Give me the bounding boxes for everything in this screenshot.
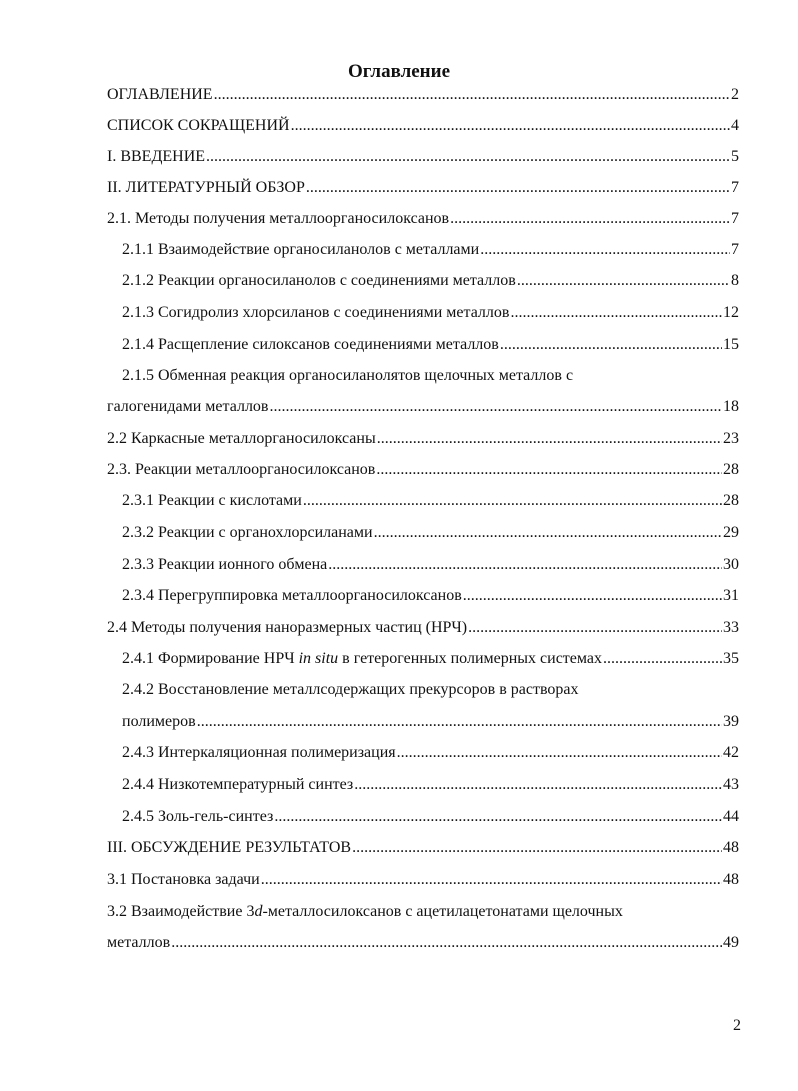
toc-entry-page: 28	[723, 492, 739, 509]
toc-entry[interactable]	[107, 177, 739, 199]
dot-leader	[306, 177, 730, 199]
dot-leader	[468, 617, 722, 639]
toc-entry-page: 29	[723, 524, 739, 541]
toc-entry-page: 30	[723, 556, 739, 573]
toc-entry[interactable]	[107, 901, 623, 923]
toc-entry-text: 2.3.4 Перегруппировка металлоорганосилоксанов	[122, 587, 462, 604]
toc-entry[interactable]	[107, 146, 739, 168]
toc-entry-text	[122, 648, 602, 670]
toc-entry-text: 2.1.1 Взаимодействие органосиланолов с металлами	[122, 241, 480, 258]
toc-entry-text: ОГЛАВЛЕНИЕ	[107, 86, 213, 103]
dot-leader	[480, 239, 730, 261]
toc-entry-text-part: 2.4.1 Формирование НРЧ	[122, 650, 299, 667]
toc-entry-text	[107, 901, 623, 923]
dot-leader	[303, 490, 722, 512]
toc-entry-text-italic: in situ	[298, 650, 339, 667]
toc-entry-text: 2.1.2 Реакции органосиланолов с соединениями металлов	[122, 272, 516, 289]
toc-entry[interactable]	[107, 837, 739, 859]
toc-entry[interactable]	[107, 208, 739, 230]
toc-entry-page: 44	[723, 808, 739, 825]
toc-entry[interactable]	[122, 774, 739, 796]
dot-leader	[510, 302, 722, 324]
toc-entry-page: 4	[731, 117, 739, 134]
toc-entry-text: 2.4.2 Восстановление металлсодержащих прекурсоров в растворах	[122, 681, 579, 698]
dot-leader	[450, 208, 730, 230]
toc-entry-page: 5	[731, 148, 739, 165]
toc-entry-text: галогенидами металлов	[107, 398, 269, 415]
dot-leader	[500, 334, 722, 356]
page-number: 2	[733, 1017, 741, 1034]
toc-entry-page: 23	[723, 430, 739, 447]
toc-entry[interactable]	[122, 806, 739, 828]
dot-leader	[603, 648, 722, 670]
dot-leader	[197, 711, 722, 733]
toc-entry-page: 12	[723, 304, 739, 321]
toc-entry-text-italic: d	[254, 903, 263, 920]
toc-entry[interactable]	[107, 428, 739, 450]
dot-leader	[377, 428, 722, 450]
toc-entry-page: 42	[723, 744, 739, 761]
toc-entry[interactable]	[122, 490, 739, 512]
toc-entry-page: 33	[723, 619, 739, 636]
toc-entry-text: 2.1. Методы получения металлоорганосилоксанов	[107, 210, 450, 227]
toc-entry[interactable]	[122, 334, 739, 356]
dot-leader	[214, 84, 730, 106]
toc-title: Оглавление	[347, 61, 451, 82]
toc-entry-page: 2	[731, 86, 739, 103]
toc-entry-text: II. ЛИТЕРАТУРНЫЙ ОБЗОР	[107, 179, 305, 196]
toc-entry-text: СПИСОК СОКРАЩЕНИЙ	[107, 117, 290, 134]
dot-leader	[517, 270, 730, 292]
toc-entry[interactable]	[107, 459, 739, 481]
toc-entry[interactable]	[122, 270, 739, 292]
toc-entry-text: 2.4.3 Интеркаляционная полимеризация	[122, 744, 396, 761]
toc-entry-page: 15	[723, 336, 739, 353]
toc-entry-page: 7	[731, 241, 739, 258]
toc-entry-page: 35	[723, 650, 739, 667]
toc-entry-text: 2.4 Методы получения наноразмерных частиц (НРЧ)	[107, 619, 468, 636]
dot-leader	[269, 396, 722, 418]
toc-entry[interactable]	[122, 522, 739, 544]
toc-entry[interactable]	[122, 365, 573, 387]
dot-leader	[171, 932, 722, 954]
dot-leader	[328, 554, 722, 576]
toc-entry-page: 39	[723, 713, 739, 730]
toc-entry[interactable]	[107, 617, 739, 639]
toc-entry-text: металлов	[107, 934, 171, 951]
toc-entry-text: 2.4.4 Низкотемпературный синтез	[122, 776, 354, 793]
toc-entry-text: 2.1.3 Согидролиз хлорсиланов с соединениями металлов	[122, 304, 510, 321]
toc-entry-text: 2.3.1 Реакции с кислотами	[122, 492, 302, 509]
toc-entry-text: полимеров	[122, 713, 196, 730]
toc-entry-page: 48	[723, 839, 739, 856]
toc-entry[interactable]	[107, 84, 739, 106]
dot-leader	[374, 522, 722, 544]
toc-entry-text-part: в гетерогенных полимерных системах	[338, 650, 603, 667]
toc-entry-page: 43	[723, 776, 739, 793]
toc-entry-page: 28	[723, 461, 739, 478]
toc-entry-text: I. ВВЕДЕНИЕ	[107, 148, 206, 165]
toc-entry-text-part: -металлосилоксанов с ацетилацетонатами щелочных	[262, 903, 623, 920]
toc-entry[interactable]	[122, 648, 739, 670]
dot-leader	[261, 869, 722, 891]
toc-entry-text: III. ОБСУЖДЕНИЕ РЕЗУЛЬТАТОВ	[107, 839, 352, 856]
toc-entry-page: 49	[723, 934, 739, 951]
toc-entry-text: 2.3. Реакции металлоорганосилоксанов	[107, 461, 376, 478]
dot-leader	[274, 806, 722, 828]
toc-entry-text: 2.3.2 Реакции с органохлорсиланами	[122, 524, 373, 541]
toc-entry[interactable]	[122, 742, 739, 764]
toc-entry[interactable]	[122, 554, 739, 576]
toc-entry-page: 18	[723, 398, 739, 415]
toc-entry[interactable]	[122, 679, 579, 701]
dot-leader	[206, 146, 730, 168]
dot-leader	[291, 115, 730, 137]
toc-entry-text: 2.4.5 Золь-гель-синтез	[122, 808, 274, 825]
toc-entry-continuation[interactable]	[107, 932, 739, 954]
toc-entry-text: 2.3.3 Реакции ионного обмена	[122, 556, 328, 573]
toc-entry-page: 31	[723, 587, 739, 604]
toc-entry-text: 2.1.4 Расщепление силоксанов соединениями металлов	[122, 336, 499, 353]
dot-leader	[352, 837, 722, 859]
toc-entry[interactable]	[122, 585, 739, 607]
dot-leader	[463, 585, 722, 607]
toc-entry-page: 7	[731, 210, 739, 227]
toc-entry-page: 8	[731, 272, 739, 289]
toc-entry[interactable]	[122, 302, 739, 324]
toc-entry-continuation[interactable]	[107, 396, 739, 418]
dot-leader	[376, 459, 722, 481]
toc-entry-text: 3.1 Постановка задачи	[107, 871, 260, 888]
dot-leader	[354, 774, 722, 796]
toc-entry-text: 2.2 Каркасные металлорганосилоксаны	[107, 430, 376, 447]
toc-entry-continuation[interactable]	[122, 711, 739, 733]
toc-entry-text: 2.1.5 Обменная реакция органосиланолятов щелочных металлов с	[122, 367, 574, 384]
toc-entry[interactable]	[107, 869, 739, 891]
toc-entry-text-part: 3.2 Взаимодействие 3	[107, 903, 255, 920]
toc-entry-page: 7	[731, 179, 739, 196]
toc-entry[interactable]	[107, 115, 739, 137]
toc-entry[interactable]	[122, 239, 739, 261]
dot-leader	[397, 742, 722, 764]
toc-entry-page: 48	[723, 871, 739, 888]
